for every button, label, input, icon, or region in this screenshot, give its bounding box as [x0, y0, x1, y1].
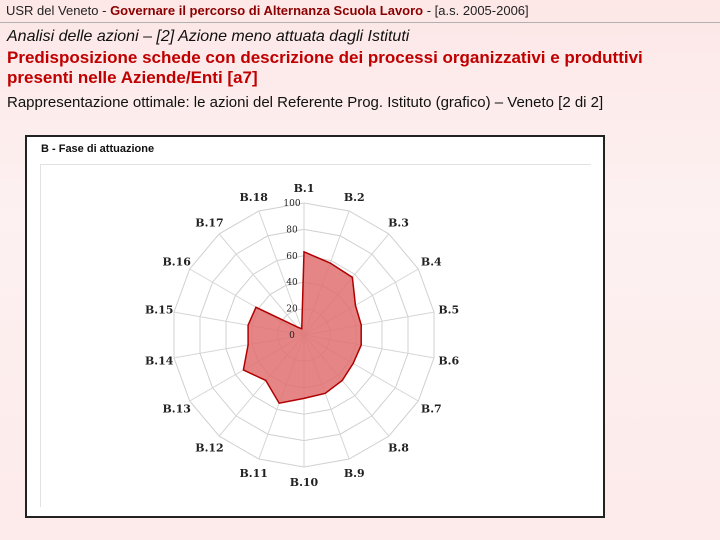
page-description: Rappresentazione ottimale: le azioni del Referente Prog. Istituto (grafico) – Veneto [2 di 2]: [7, 94, 604, 111]
data-area: [243, 252, 361, 403]
category-label: B.3: [388, 216, 409, 230]
category-label: B.17: [195, 216, 224, 230]
category-label: B.9: [343, 467, 365, 481]
page-title: Predisposizione schede con descrizione dei processi organizzativi e produttivi presenti nelle Aziende/Enti [a7]: [7, 48, 643, 87]
category-label: B.7: [420, 402, 442, 416]
chart-title: B - Fase di attuazione: [41, 143, 155, 155]
category-label: B.15: [145, 303, 174, 317]
category-label: B.2: [343, 190, 365, 204]
tick-label: 100: [283, 199, 301, 209]
tick-label: 80: [286, 225, 298, 236]
header-bar: [0, 0, 720, 23]
category-label: B.16: [162, 255, 191, 269]
category-label: B.12: [195, 441, 224, 455]
tick-label: 60: [286, 251, 298, 262]
radar-chart: [41, 165, 591, 507]
tick-label: 20: [286, 304, 298, 315]
tick-label: 0: [289, 331, 295, 341]
category-label: B.10: [289, 476, 319, 489]
header-suffix: - [a.s. 2005-2006]: [423, 3, 529, 18]
header-project: Governare il percorso di Alternanza Scuola Lavoro: [110, 3, 424, 18]
category-label: B.8: [388, 441, 409, 455]
category-label: B.11: [239, 467, 268, 481]
category-label: B.5: [438, 303, 460, 317]
category-label: B.14: [145, 354, 174, 368]
page-subtitle: Analisi delle azioni – [2] Azione meno attuata dagli Istituti: [7, 28, 410, 45]
plot-area: [40, 164, 591, 507]
tick-label: 40: [286, 278, 298, 289]
header-prefix: USR del Veneto -: [6, 3, 111, 18]
category-label: B.13: [162, 402, 191, 416]
category-label: B.18: [239, 190, 268, 204]
category-label: B.4: [420, 255, 442, 269]
category-label: B.1: [293, 182, 315, 195]
category-label: B.6: [438, 354, 460, 368]
